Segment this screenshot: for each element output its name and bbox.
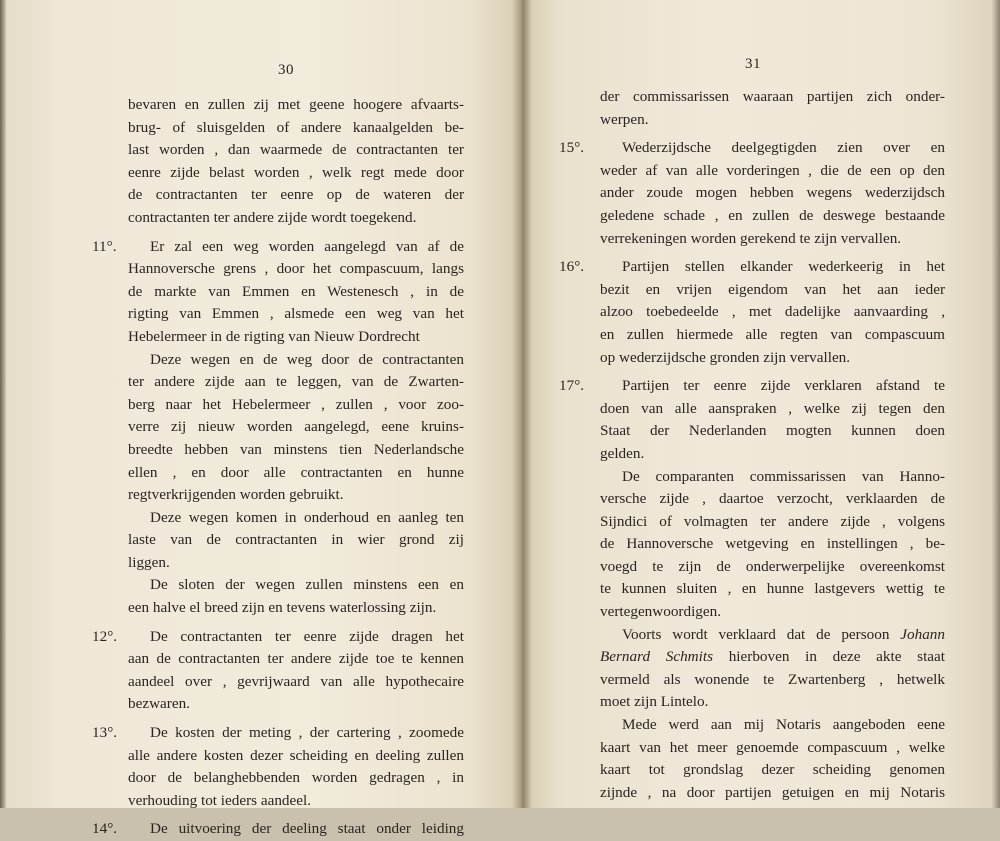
line-text: een halve el breed zijn en tevens waterlossing zijn.: [128, 599, 437, 617]
text-line: [92, 722, 464, 745]
text-line: [600, 737, 945, 760]
text-line: [559, 137, 945, 160]
line-text: der commissarissen waaraan partijen zich onder-: [600, 88, 945, 105]
line-text: verhouding tot ieders aandeel.: [128, 791, 312, 809]
text-line: [600, 324, 945, 347]
line-text: aandeel over , gevrijwaard van alle hypothecaire: [128, 672, 464, 690]
text-line: [128, 371, 464, 394]
text-line: [600, 646, 945, 669]
article-number: 16°.: [559, 258, 585, 276]
text-line: [600, 488, 945, 511]
text-line: [600, 624, 945, 647]
text-line: [559, 375, 945, 398]
line-text: versche zijde , daartoe verzocht, verklaarden de: [600, 490, 945, 508]
text-line: [600, 556, 945, 579]
text-line: [128, 693, 464, 716]
line-text: berg naar het Hebelermeer , zullen , voor zoo-: [128, 395, 464, 413]
text-line: [600, 228, 945, 251]
text-line: [128, 281, 464, 304]
line-text: op wederzijdsche gronden zijn vervallen.: [600, 348, 851, 366]
text-line: [600, 109, 945, 132]
line-text: verre zij nieuw worden aangelegd, eene kruins-: [128, 418, 464, 436]
line-text: kaart tot grondslag dezer scheiding genomen: [600, 761, 945, 779]
line-text: de markte van Emmen en Westenesch , in de: [128, 282, 464, 300]
line-text: regtverkrijgenden worden gebruikt.: [128, 486, 344, 504]
line-text: Partijen stellen elkander wederkeerig in het: [622, 258, 945, 276]
line-text: Er zal een weg worden aangelegd van af de: [150, 237, 464, 255]
text-line: [600, 511, 945, 534]
line-text: Hannoversche grens , door het compascuum, langs: [128, 260, 464, 278]
line-text: vermeld als wonende te Zwartenberg , hetwelk: [600, 670, 945, 688]
text-line: [128, 162, 464, 185]
line-text: Mede werd aan mij Notaris aangeboden eene: [622, 716, 945, 734]
left-page-text: [92, 94, 464, 841]
text-line: [600, 714, 945, 737]
text-line: [600, 601, 945, 624]
line-text: en zullen hiermede alle regten van compascuum: [600, 325, 945, 343]
text-line: [92, 236, 464, 259]
text-line: [128, 671, 464, 694]
line-text: brug- of sluisgelden of andere kanaalgelden be-: [128, 118, 464, 136]
text-line: [128, 597, 464, 620]
left-page-edge: [0, 0, 6, 808]
article-number: 13°.: [92, 724, 118, 742]
text-line: [128, 117, 464, 140]
line-text: bezit en vrijen eigendom van het aan ieder: [600, 280, 945, 298]
page-number-left: 30: [278, 62, 294, 78]
text-line: [128, 648, 464, 671]
text-line: [600, 782, 945, 805]
text-line: [128, 529, 464, 552]
article-number: 14°.: [92, 820, 118, 838]
line-text: werpen.: [600, 110, 649, 128]
text-line: [128, 462, 464, 485]
line-text: Partijen ter eenre zijde verklaren afstand te: [622, 377, 945, 395]
text-line: [128, 139, 464, 162]
text-line: [128, 507, 464, 530]
article-number: 11°.: [92, 237, 117, 255]
text-line: [128, 552, 464, 575]
text-line: [600, 347, 945, 370]
line-text: weder af van alle vorderingen , die de een op den: [600, 161, 945, 179]
text-line: [600, 182, 945, 205]
line-text: De uitvoering der deeling staat onder leiding: [150, 820, 464, 838]
line-text: bevaren en zullen zij met geene hoogere afvaarts-: [128, 96, 464, 113]
text-line: [128, 767, 464, 790]
line-text: bezwaren.: [128, 695, 190, 713]
right-page-text: [559, 86, 946, 804]
line-text: Staat der Nederlanden mogten kunnen doen: [600, 422, 945, 440]
line-text: kaart van het meer genoemde compascuum , welke: [600, 738, 945, 756]
line-text: geledene schade , en zullen de deswege bestaande: [600, 206, 945, 224]
line-text: Hebelermeer in de rigting van Nieuw Dordrecht: [128, 327, 420, 345]
line-text: De kosten der meting , der cartering , zoomede: [150, 724, 464, 742]
line-text: aan de contractanten ter andere zijde toe te kennen: [128, 650, 464, 668]
text-line: [128, 303, 464, 326]
text-line: [600, 669, 945, 692]
text-line: [128, 94, 464, 117]
text-line: [128, 790, 464, 813]
right-page: [520, 0, 1000, 808]
line-text: zijnde , na door partijen getuigen en mij Notaris: [600, 783, 945, 801]
line-text: alzoo toebedeelde , met dadelijke aanvaarding ,: [600, 303, 945, 321]
line-text: voegd te zijn de onderwerpelijke overeenkomst: [600, 557, 945, 575]
line-text: gelden.: [600, 444, 645, 462]
text-line: [600, 578, 945, 601]
text-line: [600, 86, 945, 109]
line-text: last worden , dan waarmede de contractanten ter: [128, 141, 464, 159]
line-text: doen van alle aanspraken , welke zij tegen den: [600, 399, 945, 417]
text-line: [92, 626, 464, 649]
right-page-edge: [992, 0, 1000, 808]
text-line: [128, 439, 464, 462]
article-number: 17°.: [559, 377, 585, 395]
line-text: eenre zijde belast worden , welk regt mede door: [128, 163, 464, 181]
line-text: laste van de contractanten in wier grond zij: [128, 531, 464, 549]
text-line: [600, 205, 945, 228]
line-text: De contractanten ter eenre zijde dragen het: [150, 627, 464, 645]
line-text: Sijndici of volmagten ter andere zijde , volgens: [600, 512, 945, 530]
text-line: [128, 394, 464, 417]
line-text: ter andere zijde aan te leggen, van de Zwarten-: [128, 373, 464, 391]
text-line: [600, 443, 945, 466]
text-line: [600, 759, 945, 782]
line-text: rigting van Emmen , alsmede een weg van het: [128, 305, 464, 323]
line-text: liggen.: [128, 553, 170, 571]
text-line: [128, 349, 464, 372]
line-text: ellen , en door alle contractanten en hunne: [128, 463, 464, 481]
line-text: verrekeningen worden gerekend te zijn vervallen.: [600, 229, 902, 247]
text-line: [128, 258, 464, 281]
line-text: breedte hebben van minstens tien Nederlandsche: [128, 440, 464, 458]
text-line: [600, 301, 945, 324]
text-line: [128, 745, 464, 768]
article-number: 15°.: [559, 139, 585, 157]
article-number: 12°.: [92, 627, 118, 645]
text-line: [600, 398, 945, 421]
text-line: [600, 420, 945, 443]
line-text: Wederzijdsche deelgegtigden zien over en: [622, 139, 945, 157]
text-line: [559, 256, 945, 279]
line-text: de contractanten ter eenre op de wateren der: [128, 186, 464, 204]
text-line: [128, 484, 464, 507]
line-text: door de belanghebbenden worden gedragen , in: [128, 769, 464, 787]
text-line: [600, 533, 945, 556]
page-number-right: 31: [745, 56, 761, 72]
text-line: [128, 207, 464, 230]
line-text: Voorts wordt verklaard dat de persoon Johann: [622, 625, 945, 643]
line-text: ander zoude mogen hebben wegens wederzijdsch: [600, 184, 945, 202]
line-text: De comparanten commissarissen van Hanno-: [622, 467, 945, 485]
text-line: [600, 279, 945, 302]
text-line: [128, 184, 464, 207]
line-text: De sloten der wegen zullen minstens een en: [150, 576, 464, 594]
text-line: [128, 574, 464, 597]
line-text: Deze wegen en de weg door de contractanten: [150, 350, 464, 368]
text-line: [128, 416, 464, 439]
text-line: [128, 326, 464, 349]
line-text: alle andere kosten dezer scheiding en deeling zullen: [128, 746, 464, 764]
text-line: [600, 691, 945, 714]
line-text: Bernard Schmits hierboven in deze akte staat: [600, 648, 946, 666]
line-text: Deze wegen komen in onderhoud en aanleg ten: [150, 508, 464, 526]
line-text: de Hannoversche wetgeving en instellingen , be-: [600, 535, 945, 553]
text-line: [92, 818, 464, 841]
line-text: vertegenwoordigen.: [600, 603, 722, 621]
line-text: te kunnen sluiten , en hunne lastgevers wettig te: [600, 580, 945, 598]
text-line: [600, 466, 945, 489]
line-text: moet zijn Lintelo.: [600, 693, 709, 711]
text-line: [600, 160, 945, 183]
line-text: contractanten ter andere zijde wordt toegekend.: [128, 208, 417, 226]
